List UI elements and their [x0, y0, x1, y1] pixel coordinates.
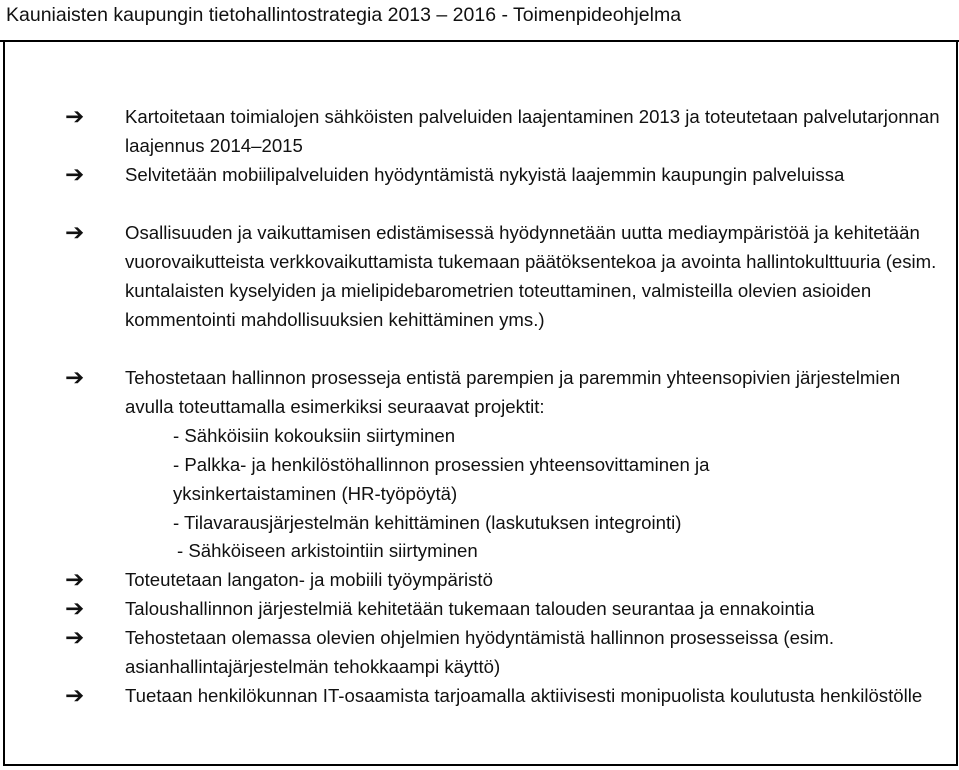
bullet-text-block [125, 364, 945, 566]
right-arrow-icon: ➔ [65, 625, 85, 651]
bullet-text: Tehostetaan olemassa olevien ohjelmien hyödyntämistä hallinnon prosesseissa (esim. asianhallintajärjestelmän tehokkaampi käyttö) [125, 627, 835, 677]
sub-item: - Sähköisiin kokouksiin siirtyminen [173, 424, 456, 446]
right-arrow-icon: ➔ [65, 220, 85, 246]
page-title: Kauniaisten kaupungin tietohallintostrategia 2013 – 2016 - Toimenpideohjelma [6, 4, 682, 26]
bullet-text: Kartoitetaan toimialojen sähköisten palveluiden laajentaminen 2013 ja toteutetaan palvelutarjonnan laajennus 2014–2015 [125, 106, 940, 156]
bullet-text: Tuetaan henkilökunnan IT-osaamista tarjoamalla aktiivisesti monipuolista koulutusta henkilöstölle [125, 685, 923, 706]
sub-item: - Tilavarausjärjestelmän kehittäminen (laskutuksen integrointi) [173, 511, 682, 533]
bullet-text: Selvitetään mobiilipalveluiden hyödyntämistä nykyistä laajemmin kaupungin palveluissa [125, 164, 845, 185]
right-arrow-icon: ➔ [65, 596, 85, 622]
bullet-text: Tehostetaan hallinnon prosesseja entistä parempien ja paremmin yhteensopivien järjestelmien avulla toteuttamalla esimerkiksi seuraavat projektit: [125, 367, 901, 417]
right-arrow-icon: ➔ [65, 683, 85, 709]
bullet-text: Osallisuuden ja vaikuttamisen edistämisessä hyödynnetään uutta mediaympäristöä ja kehitetään vuorovaikutteista verkkovaikuttamista tukemaan päätöksentekoa ja avointa hallintokulttuuria (esim. kuntalaisten kyselyiden ja mielipidebarometrien toteuttaminen, valmisteilla olevien asioiden kommentointi mahdollisuuksien kehittäminen yms.) [125, 222, 937, 330]
right-arrow-icon: ➔ [65, 567, 85, 593]
sub-item: - Palkka- ja henkilöstöhallinnon prosessien yhteensovittaminen ja [173, 453, 710, 475]
right-arrow-icon: ➔ [65, 104, 85, 130]
sub-item: - Sähköiseen arkistointiin siirtyminen [177, 540, 478, 562]
right-arrow-icon: ➔ [65, 162, 85, 188]
bullet-text: Taloushallinnon järjestelmiä kehitetään tukemaan talouden seurantaa ja ennakointia [125, 598, 815, 619]
right-arrow-icon: ➔ [65, 365, 85, 391]
sub-item-continuation: yksinkertaistaminen (HR-työpöytä) [173, 482, 458, 504]
bullet-text: Toteutetaan langaton- ja mobiili työympäristö [125, 569, 493, 590]
